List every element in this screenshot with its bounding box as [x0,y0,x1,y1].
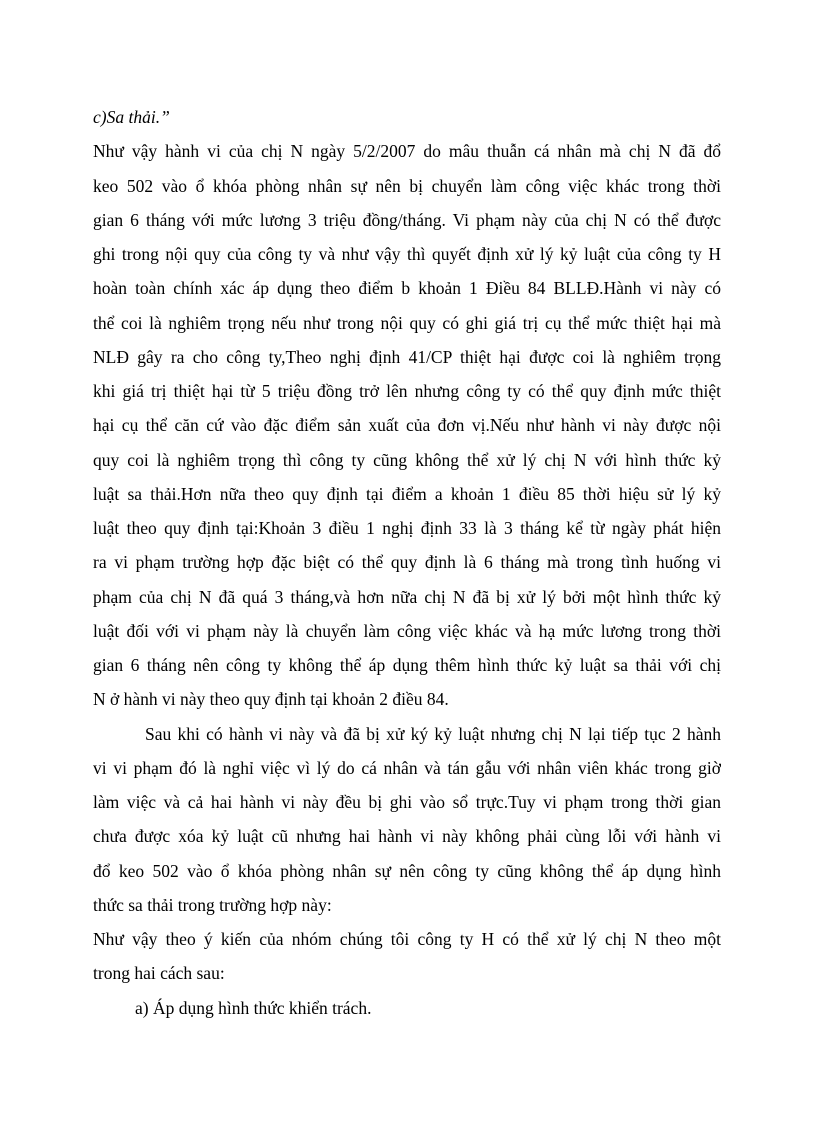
text-line: khi giá trị thiệt hại từ 5 triệu đồng trở lên nhưng công ty có thể quy định mức thiệt [93,381,721,401]
text-line: chưa được xóa kỷ luật cũ nhưng hai hành vi này không phải cùng lỗi với hành vi [93,826,721,847]
text-line: NLĐ gây ra cho công ty,Theo nghị định 41/CP thiệt hại được coi là nghiêm trọng [93,346,721,367]
text-line: gian 6 tháng với mức lương 3 triệu đồng/tháng. Vi phạm này của chị N có thể được [93,209,721,230]
text-line: N ở hành vi này theo quy định tại khoản 2 điều 84. [93,689,449,710]
text-line: ra vi phạm trường hợp đặc biệt có thể quy định là 6 tháng mà trong tình huống vi [93,552,721,573]
text-line: hoàn toàn chính xác áp dụng theo điểm b khoản 1 Điều 84 BLLĐ.Hành vi này có [93,278,721,299]
text-line: trong hai cách sau: [93,963,225,984]
text-line: luật sa thải.Hơn nữa theo quy định tại điểm a khoản 1 điều 85 thời hiệu sử lý kỷ [93,483,721,504]
text-line: Như vậy theo ý kiến của nhóm chúng tôi công ty H có thể xử lý chị N theo một [93,929,721,949]
text-line: Sau khi có hành vi này và đã bị xử ký kỷ luật nhưng chị N lại tiếp tục 2 hành [145,723,721,744]
text-line: hại cụ thể căn cứ vào đặc điểm sản xuất của đơn vị.Nếu như hành vi này được nội [93,415,721,436]
list-item-a: a) Áp dụng hình thức khiển trách. [135,997,372,1018]
text-line: keo 502 vào ổ khóa phòng nhân sự nên bị chuyển làm công việc khác trong thời [93,175,721,196]
text-line: Như vậy hành vi của chị N ngày 5/2/2007 do mâu thuẫn cá nhân mà chị N đã đổ [93,141,721,162]
text-line: gian 6 tháng nên công ty không thể áp dụng thêm hình thức kỷ luật sa thải với chị [93,655,721,675]
paragraph-3 [93,925,721,994]
text-line: phạm của chị N đã quá 3 tháng,và hơn nữa chị N đã bị xử lý bởi một hình thức kỷ [93,586,721,607]
text-line: luật theo quy định tại:Khoản 3 điều 1 nghị định 33 là 3 tháng kể từ ngày phát hiện [93,518,721,538]
text-line: đổ keo 502 vào ổ khóa phòng nhân sự nên công ty cũng không thể áp dụng hình [93,860,721,881]
text-line: vi vi phạm đó là nghỉ việc vì lý do cá nhân và tán gẫu với nhân viên khác trong giờ [93,757,721,778]
section-heading: c)Sa thải.” [93,107,170,127]
text-line: quy coi là nghiêm trọng thì công ty cũng không thể xử lý chị N với hình thức kỷ [93,449,721,470]
paragraph-1 [93,137,721,719]
text-line: thức sa thải trong trường hợp này: [93,894,332,915]
text-line: ghi trong nội quy của công ty và như vậy thì quyết định xử lý kỷ luật của công ty H [93,244,721,264]
text-line: thể coi là nghiêm trọng nếu như trong nội quy có ghi giá trị cụ thể mức thiệt hại mà [93,312,721,333]
text-line: làm việc và cả hai hành vi này đều bị ghi vào sổ trực.Tuy vi phạm trong thời gian [93,792,721,812]
text-line: luật đối với vi phạm này là chuyển làm công việc khác và hạ mức lương trong thời [93,620,721,641]
paragraph-2 [93,720,721,926]
document-page [93,103,721,1028]
